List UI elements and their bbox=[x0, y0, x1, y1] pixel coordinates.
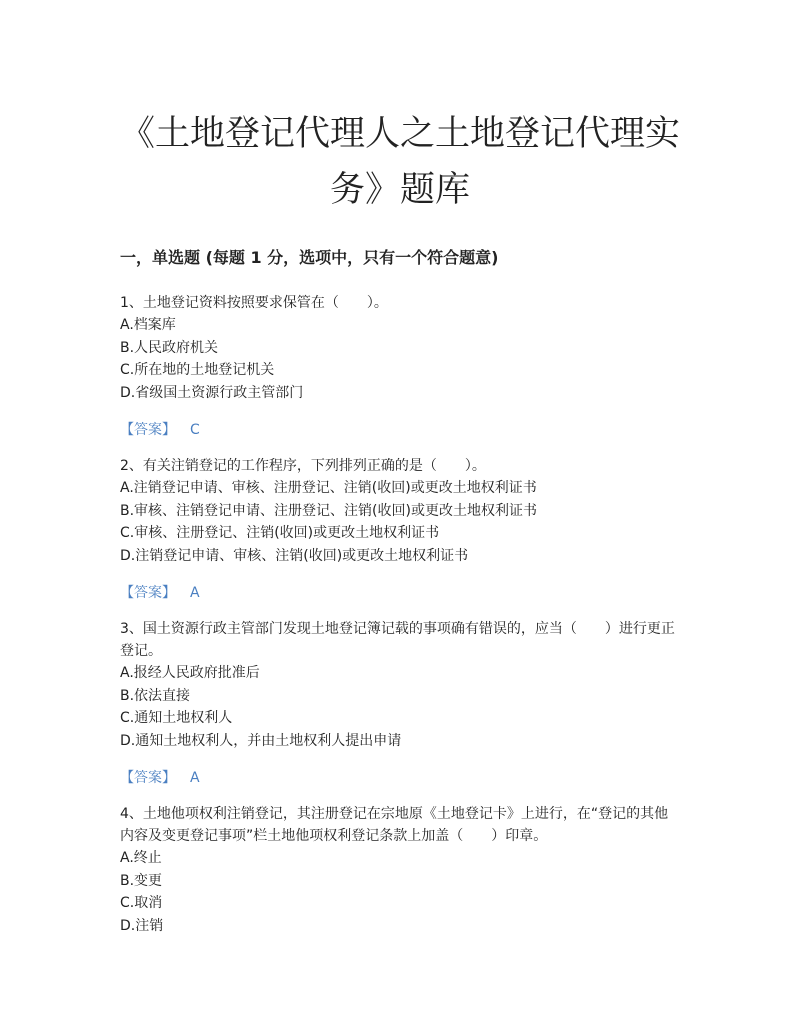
question-stem: 3、国土资源行政主管部门发现土地登记簿记载的事项确有错误的，应当（ ）进行更正登记。 bbox=[120, 621, 675, 659]
answer-label: 【答案】 bbox=[120, 770, 176, 786]
option-a: A.档案库 bbox=[120, 317, 176, 333]
section-heading: 一，单选题 (每题 1 分，选项中，只有一个符合题意) bbox=[120, 248, 499, 267]
answer-line bbox=[120, 419, 680, 441]
option-c: C.审核、注册登记、注销(收回)或更改土地权利证书 bbox=[120, 525, 440, 541]
option-b: B.人民政府机关 bbox=[120, 339, 219, 356]
document-title bbox=[120, 106, 680, 218]
answer-value: A bbox=[190, 585, 200, 601]
answer-label: 【答案】 bbox=[120, 585, 176, 601]
option-a: A.终止 bbox=[120, 850, 162, 866]
answer-label: 【答案】 bbox=[120, 422, 176, 438]
question-stem: 1、土地登记资料按照要求保管在（ ）。 bbox=[120, 295, 388, 311]
option-d: D.注销 bbox=[120, 917, 164, 934]
question-list bbox=[120, 292, 680, 937]
option-c: C.取消 bbox=[120, 895, 163, 911]
question-stem: 2、有关注销登记的工作程序，下列排列正确的是（ ）。 bbox=[120, 458, 486, 474]
question-3 bbox=[120, 618, 680, 789]
option-b: B.变更 bbox=[120, 872, 163, 889]
option-a: A.注销登记申请、审核、注册登记、注销(收回)或更改土地权利证书 bbox=[120, 480, 537, 496]
question-2 bbox=[120, 455, 680, 604]
answer-value: A bbox=[190, 770, 200, 786]
question-stem: 4、土地他项权利注销登记，其注册登记在宗地原《土地登记卡》上进行，在“登记的其他内容及变更登记事项”栏土地他项权利登记条款上加盖（ ）印章。 bbox=[120, 806, 669, 844]
option-c: C.通知土地权利人 bbox=[120, 710, 233, 726]
title-line-2: 务》题库 bbox=[329, 170, 470, 210]
option-d: D.省级国土资源行政主管部门 bbox=[120, 384, 304, 401]
option-d: D.通知土地权利人，并由土地权利人提出申请 bbox=[120, 732, 402, 749]
option-b: B.审核、注销登记申请、注册登记、注销(收回)或更改土地权利证书 bbox=[120, 502, 537, 519]
answer-line bbox=[120, 767, 680, 789]
title-line-1: 《土地登记代理人之土地登记代理实 bbox=[120, 114, 681, 154]
option-d: D.注销登记申请、审核、注销(收回)或更改土地权利证书 bbox=[120, 547, 469, 564]
option-a: A.报经人民政府批准后 bbox=[120, 665, 260, 681]
question-4 bbox=[120, 803, 680, 937]
answer-value: C bbox=[190, 422, 200, 438]
option-b: B.依法直接 bbox=[120, 687, 191, 704]
question-1 bbox=[120, 292, 680, 441]
option-c: C.所在地的土地登记机关 bbox=[120, 362, 275, 378]
answer-line bbox=[120, 582, 680, 604]
